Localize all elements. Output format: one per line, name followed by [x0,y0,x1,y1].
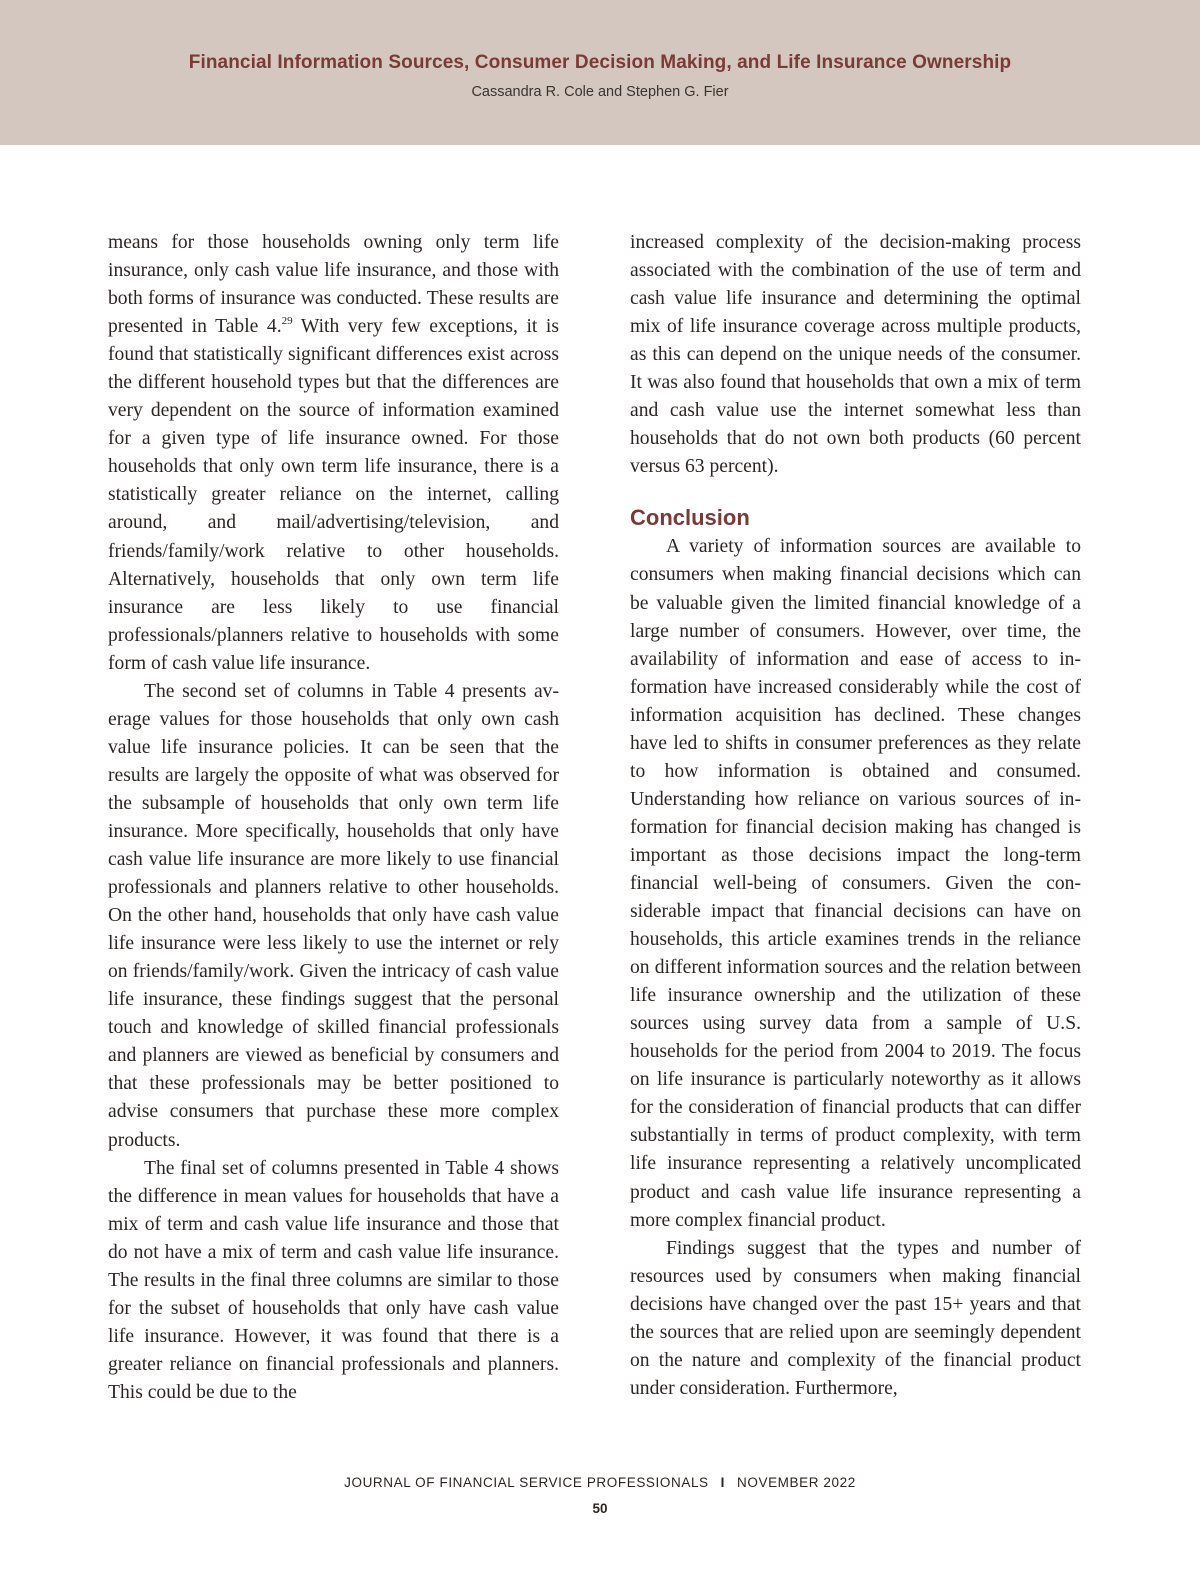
running-title: Financial Information Sources, Consumer Decision Making, and Life Insurance Ownership [188,52,1012,73]
footer-journal: JOURNAL OF FINANCIAL SERVICE PROFESSIONALS [344,1475,709,1490]
footer-separator: I [720,1475,726,1490]
footer [0,1475,1200,1490]
paragraph-text: means for those households owning only term life insurance, only cash value life insurance, and those with both forms of insurance was conducted. These results are presented in Table 4. [108,232,559,338]
body-paragraph: The second set of columns in Table 4 presents average values for those households that only own cash value life insurance policies. It can be seen that the results are largely the opposite of what was observed for the subsample of households that only own term life insurance. More specifically, households that only have cash value life insurance are more likely to use financial professionals and planners relative to other households. On the other hand, households that only have cash value life insurance were less likely to use the internet or rely on friends/family/work. Given the intricacy of cash value life insurance, these findings suggest that the personal touch and knowledge of skilled financial professionals and planners are viewed as beneficial by consumers and that these professionals may be better positioned to advise consumers that purchase these more complex products. [108,680,559,1151]
section-heading-conclusion: Conclusion [630,505,750,531]
body-paragraph [108,229,559,678]
right-column [630,229,1081,1403]
running-authors: Cassandra R. Cole and Stephen G. Fier [471,84,729,100]
footnote-marker: 29 [281,315,293,328]
left-column [108,229,559,1407]
footer-date: NOVEMBER 2022 [737,1475,856,1490]
body-paragraph: The final set of columns presented in Table 4 shows the difference in mean values for households that have a mix of term and cash value life insurance and those that do not have a mix of term and cash value life insurance. The results in the final three columns are similar to those for the subset of households that only have cash value life insurance. However, it was found that there is a greater reliance on financial professionals and planners. This could be due to the [108,1157,559,1403]
page-number: 50 [592,1501,608,1516]
paragraph-text: With very few exceptions, it is found that statistically significant differences exist across the different household types but that the differences are very dependent on the source of information examined for a given type of life insurance owned. For those households that only own term life insurance, there is a statistically greater reliance on the internet, calling around, and mail/advertising/television, and friends/family/work relative to other households. Alternatively, households that only own term life insurance are less likely to use financial professionals/planners relative to households with some form of cash value life insurance. [108,316,559,674]
body-paragraph: increased complexity of the decision-making process associated with the combination of the use of term and cash value life insurance and determining the optimal mix of life insurance coverage across multiple products, as this can depend on the unique needs of the consumer. It was also found that households that own a mix of term and cash value use the internet somewhat less than households that do not own both products (60 percent versus 63 percent). [630,232,1081,478]
body-paragraph: A variety of information sources are available to consumers when making financial decisions which can be valuable given the limited financial knowledge of a large number of consumers. However, over time, the availability of information and ease of access to information have increased considerably while the cost of information acquisition has declined. These changes have led to shifts in consumer preferences as they relate to how information is obtained and consumed. Understanding how reliance on various sources of information for financial decision making has changed is important as those decisions impact the long-term financial well-being of consumers. Given the considerable impact that financial decisions can have on households, this article examines trends in the reliance on different information sources and the relation between life insurance ownership and the utilization of these sources using survey data from a sample of U.S. households for the period from 2004 to 2019. The focus on life insurance is particularly noteworthy as it allows for the consideration of financial products that can differ substantially in terms of product complexity, with term life insurance representing a relatively uncomplicated product and cash value life insurance representing a more complex financial product. [630,536,1081,1231]
body-paragraph: Findings suggest that the types and number of resources used by consumers when making financial decisions have changed over the past 15+ years and that the sources that are relied upon are seemingly dependent on the nature and complexity of the financial product under consideration. Furthermore, [630,1237,1081,1399]
